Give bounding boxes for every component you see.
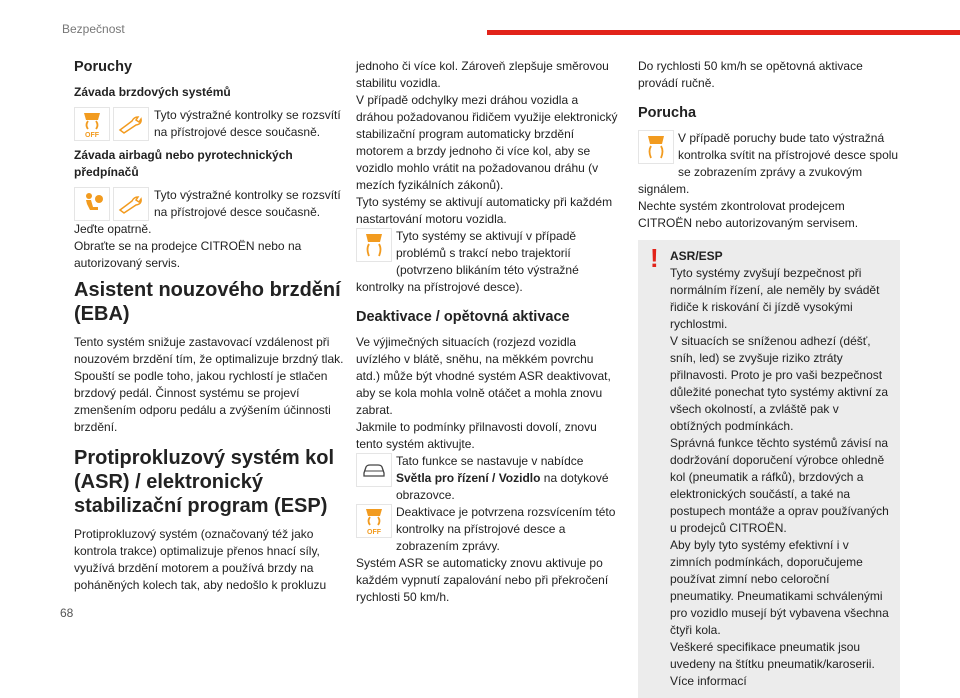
esp-text: V případě odchylky mezi dráhou vozidla a dráhou požadovanou řidičem využije elektronický stabilizační program automaticky brzdění motorem a brzdy jednoho či více kol, aby se vozidlo mohlo vrátit na požadovanou dráhu (v mezích fyzikálních zákonů). [356,93,618,192]
service-wrench-icon [113,187,149,221]
airbag-fault-heading: Závada airbagů nebo pyrotechnických předpínačů [74,148,293,179]
column-1 [74,58,344,594]
car-settings-icon [356,453,392,487]
brake-fault-text: Tyto výstražné kontrolky se rozsvítí na přístrojové desce současně. [154,108,341,139]
column-3 [638,58,900,698]
asr-esp-warning-panel [638,240,900,698]
deactivation-heading: Deaktivace / opětovná aktivace [356,309,570,325]
airbag-warning-icon [74,187,110,221]
menu-setting-text: Tato funkce se nastavuje v nabídce Světla pro řízení / Vozidlo na dotykové obrazovce. [356,453,618,504]
asr-esp-heading: Protiprokluzový systém kol (ASR) / elektronický stabilizační program (ESP) [74,447,335,517]
warning-paragraph-3: Správná funkce těchto systémů závisí na dodržování doporučení výrobce ohledně kol (pneumatik a ráfků), brzdových a elektronických součástí, a také na postupech montáže a oprav používaných u prodejců CITROËN. [670,436,889,535]
activation-text: Tyto systémy se aktivují automaticky při každém nastartování motoru vozidla. [356,195,613,226]
drive-carefully-text: Jeďte opatrně. [74,222,152,236]
asr-text-continued: jednoho či více kol. Zároveň zlepšuje směrovou stabilitu vozidla. [356,59,609,90]
esp-off-icon [356,504,392,538]
header-accent-bar [487,30,960,35]
brake-fault-row [74,107,344,141]
brake-off-warning-icon [74,107,110,141]
asr-text: Protiprokluzový systém (označovaný též jako kontrola trakce) optimalizuje přenos hnací síly, využívá brzdění motorem a používá brzdy na poháněných kolech tak, aby nedošlo k prokluzu [74,527,327,592]
deactivation-text-1: Ve výjimečných situacích (rozjezd vozidla uvízlého v blátě, sněhu, na měkkém povrchu atd.) může být vhodné systém ASR deaktivovat, aby se kola mohla volně otáčet a mohla znovu zabrat. [356,335,611,417]
warning-paragraph-1: Tyto systémy zvyšují bezpečnost při normálním řízení, ale neměly by svádět řidiče k riskování či jízdě vysokými rychlostmi. [670,266,880,331]
eba-heading: Asistent nouzového brzdění (EBA) [74,279,341,325]
eba-text-2: Spouští se podle toho, jakou rychlostí je stlačen brzdový pedál. Činnost systému se projeví zmenšením odporu pedálu a zvýšením účinnosti brzdění. [74,369,331,434]
service-wrench-icon [113,107,149,141]
column-2 [356,58,618,606]
deactivation-text-2: Jakmile to podmínky přilnavosti dovolí, znovu tento systém aktivujte. [356,420,597,451]
warning-title: ASR/ESP [670,249,723,263]
airbag-fault-row [74,187,344,221]
deactivation-confirm-text: OFF Deaktivace je potvrzena rozsvícením této kontrolky na přístrojové desce a zobrazením zprávy. [356,504,618,555]
reactivation-text: Systém ASR se automaticky znovu aktivuje po každém vypnutí zapalování nebo při překročení rychlosti 50 km/h. [356,556,609,604]
section-title: Bezpečnost [62,22,125,36]
trigger-text: Tyto systémy se aktivují v případě problémů s trakcí nebo trajektorií (potvrzeno blikáním této výstražné kontrolky na přístrojové desce). [356,229,579,294]
faults-heading: Poruchy [74,59,133,75]
svg-text:OFF: OFF [367,529,381,535]
svg-text:OFF: OFF [85,132,99,138]
airbag-fault-text: Tyto výstražné kontrolky se rozsvítí na přístrojové desce současně. [154,188,341,219]
fault-check-text: Nechte systém zkontrolovat prodejcem CITROËN nebo autorizovaným servisem. [638,199,859,230]
warning-paragraph-2: V situacích se sníženou adhezí (déšť, sníh, led) se zvyšuje riziko ztráty přilnavosti. Proto je pro vaši bezpečnost důležité ponechat tyto systémy aktivní za všech okolností, a zvláště pak v obtížných podmínkách. [670,334,889,433]
warning-paragraph-4: Aby byly tyto systémy efektivní i v zimních podmínkách, doporučujeme používat zimní nebo celoroční pneumatiky. Pneumatikami schválenými pro vozidlo musejí být vybavena všechna čtyři kola. [670,538,889,637]
esp-fault-icon [638,130,674,164]
fault-heading: Porucha [638,105,697,121]
fault-text: V případě poruchy bude tato výstražná kontrolka svítit na přístrojové desce spolu se zobrazením zprávy a zvukovým signálem. [638,131,899,196]
manual-reactivation-text: Do rychlosti 50 km/h se opětovná aktivace provádí ručně. [638,59,863,90]
warning-paragraph-5: Veškeré specifikace pneumatik jsou uvedeny na štítku pneumatik/karoserii. Více informací [670,640,875,688]
brake-fault-heading: Závada brzdových systémů [74,85,231,99]
page-number: 68 [60,606,74,620]
exclamation-icon: ! [650,243,659,273]
eba-text-1: Tento systém snižuje zastavovací vzdálenost při nouzovém brzdění tím, že optimalizuje brzdný tlak. [74,335,344,366]
esp-warning-icon [356,228,392,262]
contact-dealer-text: Obraťte se na prodejce CITROËN nebo na autorizovaný servis. [74,239,302,270]
